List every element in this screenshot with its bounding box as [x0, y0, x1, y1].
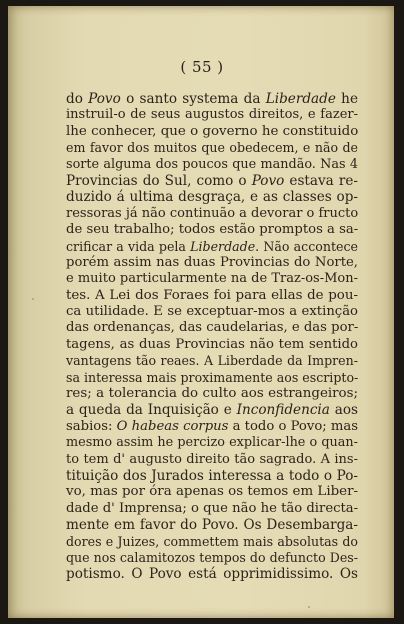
text-run: do: [66, 91, 89, 107]
text-run: dade d' Imprensa; o que não he tão directa-: [66, 500, 359, 516]
text-run: tituição dos Jurados interessa a todo o Po-: [66, 467, 358, 484]
text-line: [66, 255, 358, 271]
italic-text: Liberdade: [265, 91, 336, 107]
text-line: [66, 452, 358, 468]
text-run: Não accontece: [259, 238, 358, 254]
text-run: sa interessa mais proximamente aos escripto-: [66, 369, 359, 385]
text-line: [66, 124, 358, 140]
text-run: crificar a vida pela: [66, 238, 191, 254]
text-line: [66, 435, 358, 451]
text-line: [66, 386, 358, 402]
text-run: res; a tolerancia do culto aos estrangeiros;: [66, 386, 358, 402]
text-line: [66, 468, 358, 484]
text-run: tagens, as duas Provincias não tem sentido: [66, 336, 358, 352]
text-line: [66, 501, 358, 517]
text-line: [66, 402, 358, 418]
paper-speck: [32, 298, 34, 300]
text-run: estava re-: [284, 172, 358, 189]
text-line: [66, 173, 358, 189]
text-line: [66, 288, 358, 304]
text-line: [66, 271, 358, 287]
text-run: e muito particularmente na de Traz-os-Mon-: [66, 271, 358, 287]
text-line: [66, 550, 358, 566]
text-run: mente em favor do Povo. Os Desembarga-: [66, 517, 358, 534]
text-run: dores e Juizes, commettem mais absolutas do: [66, 533, 358, 549]
text-run: Provincias do Sul, como o: [66, 172, 252, 189]
paper-speck: [308, 606, 310, 608]
text-line: [66, 370, 358, 386]
text-line: [66, 484, 358, 500]
text-run: ca utilidade. E se exceptuar-mos a extinção: [66, 304, 358, 320]
text-run: das ordenanças, das caudelarias, e das por-: [66, 320, 359, 336]
text-line: [66, 91, 358, 107]
text-run: a todo o Povo; mas: [228, 418, 359, 434]
text-run: duzido á ultima desgraça, e as classes op-: [66, 189, 358, 206]
text-run: em favor dos muitos que obedecem, e não de: [66, 140, 358, 156]
page-number: ( 55 ): [180, 58, 224, 76]
text-run: vantagens tão reaes. A Liberdade da Impren-: [66, 353, 358, 369]
text-line: [66, 337, 358, 353]
text-line: [66, 353, 358, 369]
text-run: lhe conhecer, que o governo he constituido: [66, 123, 359, 139]
text-line: [66, 534, 358, 550]
text-run: he: [335, 91, 358, 107]
text-line: [66, 206, 358, 222]
text-run: a queda da Inquisição e: [66, 402, 237, 419]
text-line: [66, 419, 358, 435]
text-line: [66, 517, 358, 533]
text-run: o santo systema da: [120, 91, 266, 107]
italic-text: Liberdade.: [190, 238, 260, 254]
italic-text: Povo: [88, 91, 121, 107]
text-run: sabios:: [66, 418, 117, 434]
italic-text: Inconfidencia: [236, 402, 330, 419]
text-run: ressoras já não continuão a devorar o fructo: [66, 205, 359, 221]
text-run: instruil-o de seus augustos direitos, e fazer-: [66, 107, 358, 123]
italic-text: O habeas corpus: [116, 418, 229, 434]
text-line: [66, 140, 358, 156]
text-line: [66, 320, 358, 336]
text-run: mesmo assim he percizo explicar-lhe o quan-: [66, 435, 358, 451]
text-line: [66, 189, 358, 205]
text-line: [66, 222, 358, 238]
text-run: tes. A Lei dos Foraes foi para ellas de pou-: [66, 287, 358, 303]
text-line: [66, 239, 358, 255]
text-run: porém assim nas duas Provincias do Norte,: [66, 254, 358, 270]
text-line: [66, 157, 358, 173]
body-text: [66, 91, 358, 583]
text-run: to tem d' augusto direito tão sagrado. A ins-: [66, 451, 358, 467]
text-run: vo, mas por óra apenas os temos em Liber-: [66, 484, 359, 500]
text-line: [66, 304, 358, 320]
text-run: sorte alguma dos poucos que mandão. Nas 4: [66, 156, 358, 172]
text-line: [66, 107, 358, 123]
text-run: de seu trabalho; todos estão promptos a sa-: [66, 222, 359, 238]
text-line: [66, 566, 358, 582]
text-run: aos: [329, 402, 358, 419]
italic-text: Povo: [251, 172, 285, 189]
text-run: que nos calamitozos tempos do defuncto Des-: [66, 549, 358, 565]
text-run: potismo. O Povo está opprimidissimo. Os: [66, 566, 358, 583]
